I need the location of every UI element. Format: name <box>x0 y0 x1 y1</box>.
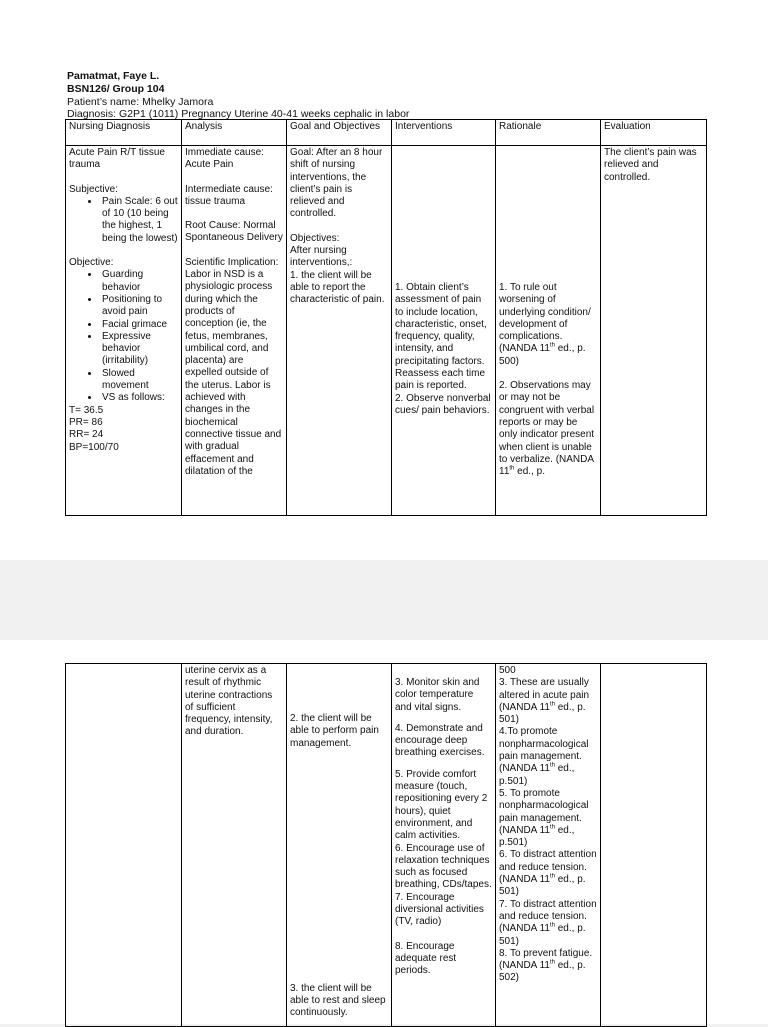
col-nursing-diagnosis: Nursing Diagnosis <box>66 120 182 146</box>
goal-cell <box>287 664 392 1027</box>
evaluation-cell <box>601 146 707 516</box>
analysis-cell <box>182 146 287 516</box>
list-item: • Expressive behavior (irritability) <box>100 331 178 368</box>
interventions-cell <box>392 664 496 1027</box>
care-plan-table-page-2 <box>65 663 707 1027</box>
col-interventions: Interventions <box>392 120 496 146</box>
rationale-continued: 500 <box>499 665 516 676</box>
rationale-4: 4.To promote nonpharmacological pain management. (NANDA 11th ed., p.501) <box>499 726 589 787</box>
list-item: • Positioning to avoid pain <box>100 294 178 319</box>
nursing-diagnosis-cell <box>66 146 182 516</box>
objectives-intro: After nursing interventions,: <box>290 245 353 269</box>
scientific-implication: Scientific Implication: Labor in NSD is a physiologic process during which the products of conception (ie, the fetus, membranes, umbilical cord, and placenta) are expelled outside of the uterus. Labor is achieved with changes in the biochemical connective tissue and with gradual effacement and dilatation of the <box>185 256 282 477</box>
student-name: Pamatmat, Faye L. <box>67 70 160 82</box>
rationale-5: 5. To promote nonpharmacological pain management. (NANDA 11th ed., p.501) <box>499 787 589 849</box>
patient-name: Patient’s name: Mhelky Jamora <box>67 96 214 108</box>
list-item: • Pain Scale: 6 out of 10 (10 being the highest, 1 being the lowest) <box>100 196 178 245</box>
list-item: • Facial grimace <box>100 319 178 331</box>
vital-temp: T= 36.5 <box>69 404 104 416</box>
table-header-row <box>66 120 707 146</box>
nursing-diagnosis-cell <box>66 664 182 1027</box>
page-2 <box>0 640 768 1024</box>
vital-resp: RR= 24 <box>69 429 104 441</box>
objective-3: 3. the client will be able to rest and sleep continuously. <box>290 982 386 1019</box>
intervention-1: 1. Obtain client’s assessment of pain to include location, characteristic, onset, frequency, quality, intensity, and precipitating factors. Reassess each time pain is reported. <box>395 282 487 392</box>
page-gap <box>0 560 768 640</box>
intervention-8: 8. Encourage adequate rest periods. <box>395 940 457 977</box>
objective-list <box>69 269 178 404</box>
section-group: BSN126/ Group 104 <box>67 83 165 95</box>
goal-cell <box>287 146 392 516</box>
list-item: • Guarding behavior <box>100 269 178 294</box>
objective-1: 1. the client will be able to report the characteristic of pain. <box>290 269 385 306</box>
col-analysis: Analysis <box>182 120 287 146</box>
objectives-label: Objectives: <box>290 232 340 244</box>
col-evaluation: Evaluation <box>601 120 707 146</box>
diagnosis-line: Diagnosis: G2P1 (1011) Pregnancy Uterine 40-41 weeks cephalic in labor <box>67 108 410 120</box>
evaluation-text: The client’s pain was relieved and controlled. <box>604 147 697 183</box>
intervention-3: 3. Monitor skin and color temperature and vital signs. <box>395 677 480 713</box>
immediate-cause: Immediate cause: Acute Pain <box>185 147 264 171</box>
care-plan-table-page-1 <box>65 119 707 516</box>
rationale-2: 2. Observations may or may not be congruent with verbal reports or may be only indicator present when client is unable to verbalize. (NANDA 11th ed., p. <box>499 380 595 478</box>
list-item: • Slowed movement <box>100 368 178 393</box>
objective-2: 2. the client will be able to perform pain management. <box>290 713 379 749</box>
goal-text: Goal: After an 8 hour shift of nursing interventions, the client’s pain is relieved and controlled. <box>290 147 383 220</box>
subjective-label: Subjective: <box>69 183 118 195</box>
objective-label: Objective: <box>69 257 114 269</box>
evaluation-cell <box>601 664 707 1027</box>
intermediate-cause: Intermediate cause: tissue trauma <box>185 183 273 207</box>
subjective-list <box>69 196 178 245</box>
rationale-cell <box>496 146 601 516</box>
rationale-3: 3. These are usually altered in acute pain (NANDA 11th ed., p. 501) <box>499 677 590 726</box>
analysis-continued: uterine cervix as a result of rhythmic uterine contractions of sufficient frequency, intensity, and duration. <box>185 665 273 738</box>
intervention-4: 4. Demonstrate and encourage deep breathing exercises. <box>395 722 485 759</box>
col-goal-objectives: Goal and Objectives <box>287 120 392 146</box>
rationale-cell <box>496 664 601 1027</box>
intervention-6: 6. Encourage use of relaxation techniques such as focused breathing, CDs/tapes. <box>395 842 492 891</box>
col-rationale: Rationale <box>496 120 601 146</box>
rationale-8: 8. To prevent fatigue. (NANDA 11th ed., p. 502) <box>499 947 593 984</box>
rationale-6: 6. To distract attention and reduce tension. (NANDA 11th ed., p. 501) <box>499 849 597 898</box>
vital-pulse: PR= 86 <box>69 416 103 428</box>
rationale-1: 1. To rule out worsening of underlying condition/ development of complications. (NANDA 11th ed., p. 500) <box>499 282 591 367</box>
table-row <box>66 664 707 1027</box>
vital-bp: BP=100/70 <box>69 441 119 453</box>
interventions-cell <box>392 146 496 516</box>
diagnosis-title: Acute Pain R/T tissue trauma <box>69 147 165 171</box>
intervention-2: 2. Observe nonverbal cues/ pain behaviors. <box>395 392 491 416</box>
table-row <box>66 146 707 516</box>
intervention-7: 7. Encourage diversional activities (TV, radio) <box>395 891 484 928</box>
analysis-cell <box>182 664 287 1027</box>
root-cause: Root Cause: Normal Spontaneous Delivery <box>185 220 283 244</box>
list-item: • VS as follows: <box>100 392 178 404</box>
intervention-5: 5. Provide comfort measure (touch, repositioning every 2 hours), quiet environment, and calm activities. <box>395 768 488 842</box>
rationale-7: 7. To distract attention and reduce tension. (NANDA 11th ed., p. 501) <box>499 898 597 947</box>
